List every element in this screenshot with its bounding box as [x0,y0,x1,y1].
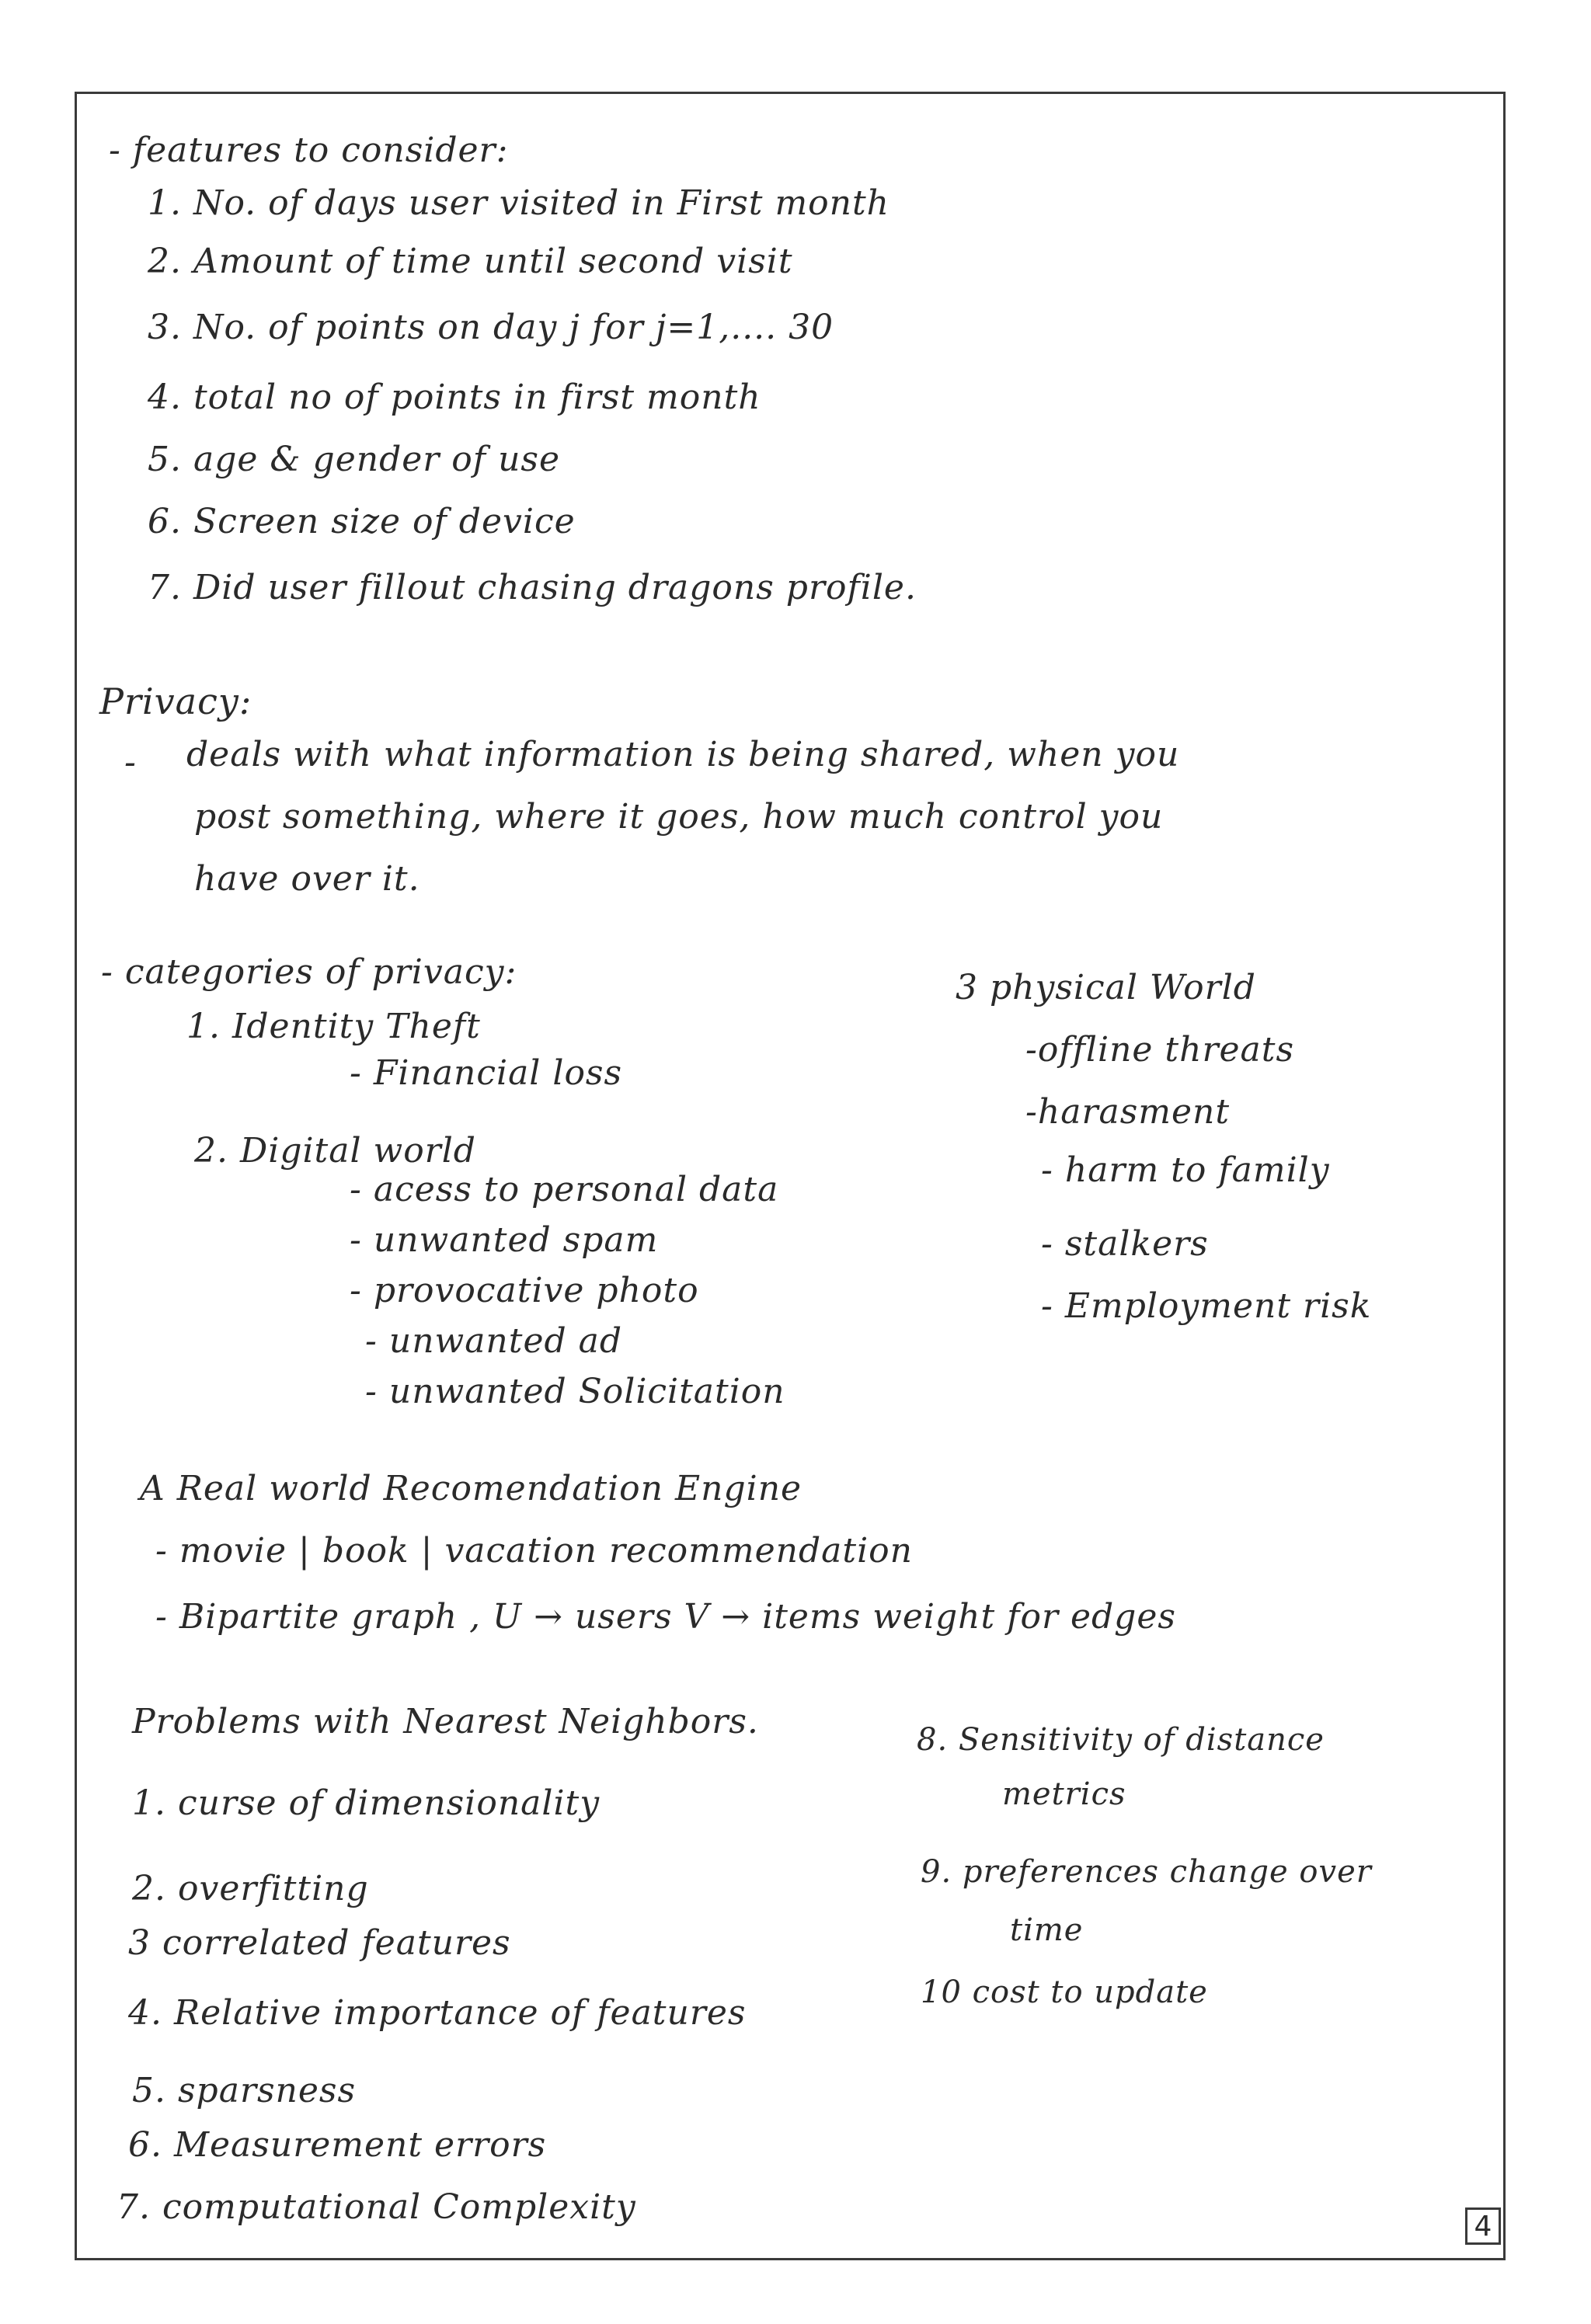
digital-world-title: 2. Digital world [194,1131,476,1171]
privacy-desc-line-1: deals with what information is being shared, when you [186,735,1180,774]
feature-item-2: 2. Amount of time until second visit [148,242,793,281]
physical-world-sub-3: - harm to family [1041,1150,1330,1190]
physical-world-sub-1: -offline threats [1025,1030,1295,1070]
problem-item-4: 4. Relative importance of features [128,1993,747,2033]
problem-item-9-cont: time [1010,1912,1084,1948]
recommendation-heading: A Real world Recomendation Engine [140,1469,802,1508]
physical-world-sub-5: - Employment risk [1041,1286,1372,1326]
problem-item-10: 10 cost to update [921,1974,1208,2010]
feature-item-1: 1. No. of days user visited in First month [148,183,890,223]
categories-heading: - categories of privacy: [101,952,517,992]
problem-item-6: 6. Measurement errors [128,2125,547,2165]
recommendation-line-1: - movie | book | vacation recommendation [155,1531,913,1571]
feature-item-4: 4. total no of points in first month [148,377,761,417]
problem-item-9: 9. preferences change over [921,1854,1372,1890]
feature-item-3: 3. No. of points on day j for j=1,.... 30 [148,308,834,347]
identity-theft-sub: - Financial loss [350,1053,623,1093]
features-heading: - features to consider: [109,130,509,170]
problems-heading: Problems with Nearest Neighbors. [132,1702,759,1741]
feature-item-6: 6. Screen size of device [148,502,576,541]
digital-world-sub-2: - unwanted spam [350,1220,659,1260]
problem-item-7: 7. computational Complexity [117,2187,636,2227]
page-number: 4 [1465,2207,1501,2245]
problem-item-5: 5. sparsness [132,2071,357,2110]
recommendation-line-2: - Bipartite graph , U → users V → items weight for edges [155,1597,1176,1637]
physical-world-title: 3 physical World [956,968,1256,1007]
privacy-desc-line-2: post something, where it goes, how much control you [194,797,1164,837]
digital-world-sub-3: - provocative photo [350,1271,699,1310]
digital-world-sub-4: - unwanted ad [365,1321,623,1361]
feature-item-5: 5. age & gender of use [148,440,561,479]
physical-world-sub-2: -harasment [1025,1092,1231,1132]
privacy-bullet: - [124,743,137,782]
privacy-desc-line-3: have over it. [194,859,420,899]
feature-item-7: 7. Did user fillout chasing dragons profile. [148,568,917,607]
problem-item-8: 8. Sensitivity of distance [917,1722,1325,1758]
digital-world-sub-5: - unwanted Solicitation [365,1372,785,1411]
problem-item-8-cont: metrics [1002,1776,1126,1812]
digital-world-sub-1: - acess to personal data [350,1170,779,1209]
identity-theft-title: 1. Identity Theft [186,1007,481,1046]
problem-item-2: 2. overfitting [132,1869,369,1908]
privacy-heading: Privacy: [99,680,252,722]
physical-world-sub-4: - stalkers [1041,1224,1209,1264]
problem-item-3: 3 correlated features [128,1923,511,1963]
problem-item-1: 1. curse of dimensionality [132,1783,601,1823]
